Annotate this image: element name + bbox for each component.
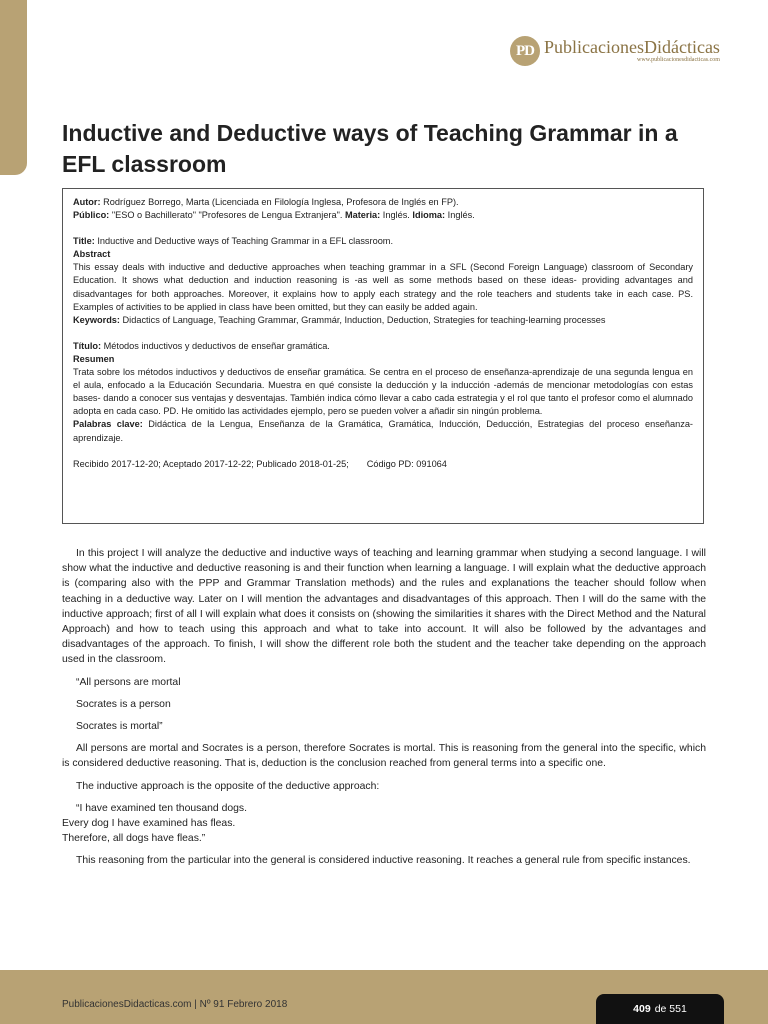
logo-text: [544, 38, 720, 64]
title-line: [73, 235, 693, 248]
titulo-value: Métodos inductivos y deductivos de enseñar gramática.: [103, 340, 330, 351]
title-value: Inductive and Deductive ways of Teaching Grammar in a EFL classroom.: [97, 236, 394, 247]
audience-value: "ESO o Bachillerato" "Profesores de Lengua Extranjera".: [111, 210, 343, 221]
dogs-quote-line-3: Therefore, all dogs have fleas.”: [62, 833, 206, 845]
publisher-logo: [510, 36, 720, 66]
titulo-label: Título:: [73, 340, 102, 351]
left-accent-tab: [0, 0, 27, 175]
language-label: Idioma:: [412, 210, 446, 221]
page-indicator: [596, 994, 724, 1024]
resumen-heading: Resumen: [73, 353, 115, 364]
paragraph-inductive: This reasoning from the particular into the general is considered inductive reasoning. It reaches a general rule from specific instances.: [76, 855, 691, 867]
article-body: [62, 546, 706, 876]
author-value: Rodríguez Borrego, Marta (Licenciada en Filología Inglesa, Profesora de Inglés en FP).: [103, 197, 459, 207]
dogs-quote-line-2: Every dog I have examined has fleas.: [62, 818, 236, 830]
quote-line-1: “All persons are mortal: [76, 676, 181, 688]
subject-label: Materia:: [344, 210, 381, 221]
dates-line: [73, 458, 693, 471]
language-value: Inglés.: [447, 210, 475, 221]
quote-line-2: Socrates is a person: [76, 698, 171, 710]
dogs-quote-line-1: “I have examined ten thousand dogs.: [76, 802, 247, 814]
audience-label: Público:: [73, 210, 110, 221]
resumen-text: Trata sobre los métodos inductivos y deductivos de enseñar gramática. Se centra en el proceso de enseñanza-aprendizaje de una segunda lengua en el aula, enfocado a la Educación Secundaria. Muestra en qué consiste la deducción y la inducción -además de mencionar metodologías con estas bases- dando a conocer sus ventajas y desventajas. También indica cómo llevar a cabo cada estrategia y el rol que tanto el profesor como el alumnado adopta en cada caso. PD. He omitido las actividades ejemplo, pero se pueden volver a añadir sin ningún problema.: [73, 367, 693, 417]
author-label: Autor:: [73, 197, 101, 207]
logo-mark: PD: [510, 36, 540, 66]
abstract-box: [62, 188, 704, 524]
paragraph-inductive-intro: The inductive approach is the opposite of the deductive approach:: [76, 780, 380, 792]
palabras-value: Didáctica de la Lengua, Enseñanza de la Gramática, Gramática, Inducción, Deducción, Estrategias del proceso enseñanza-aprendizaje.: [73, 419, 693, 443]
publication-dates: Recibido 2017-12-20; Aceptado 2017-12-22; Publicado 2018-01-25;: [73, 458, 349, 469]
keywords-label: Keywords:: [73, 314, 120, 325]
footer-publication: PublicacionesDidacticas.com | Nº 91 Febrero 2018: [62, 999, 288, 1010]
logo-url: www.publicacionesdidacticas.com: [637, 57, 720, 63]
keywords-value: Didactics of Language, Teaching Grammar, Grammár, Induction, Deduction, Strategies for teaching-learning processes: [122, 314, 606, 325]
pd-code: Código PD: 091064: [366, 458, 447, 469]
palabras-line: [73, 418, 693, 444]
palabras-label: Palabras clave:: [73, 419, 143, 430]
author-line: [73, 196, 693, 209]
page-total: de 551: [654, 1003, 687, 1015]
abstract-heading: Abstract: [73, 249, 111, 260]
keywords-line: [73, 314, 693, 327]
paragraph-deductive: All persons are mortal and Socrates is a person, therefore Socrates is mortal. This is reasoning from the general into the specific, which is considered deductive reasoning. That is, deduction is the conclusion reached from general terms into a specific one.: [62, 743, 706, 770]
article-title: Inductive and Deductive ways of Teaching Grammar in a EFL classroom: [62, 120, 678, 177]
subject-value: Inglés.: [382, 210, 410, 221]
abstract-text: This essay deals with inductive and deductive approaches when teaching grammar in a SFL (Second Foreign Language) classroom of Secondary Education. It shows what deduction and induction reasoning is -as well as some methods based on these ideas- providing advantages and disadvantages for both approaches. Moreover, it explains how to apply each strategy and the role teachers and students take in each case. PS. Examples of activities to be applied in class have been omitted, but they can easily be added again.: [73, 262, 693, 312]
titulo-line: [73, 340, 693, 353]
audience-line: [73, 209, 693, 222]
quote-line-3: Socrates is mortal”: [76, 721, 163, 733]
logo-name: PublicacionesDidácticas: [544, 37, 720, 57]
paragraph-intro: In this project I will analyze the deductive and inductive ways of teaching and learning grammar when studying a second language. I will show what the inductive and deductive reasoning is and their function when learning a language. I will explain what the deductive approach is (comparing also with the PPP and Grammar Translation methods) and the rules and explanations the teacher should follow when teaching in a deductive way. Later on I will mention the advantages and disadvantages of this approach. Then I will do the same with the inductive approach; first of all I will explain what does it consists on (showing the similarities it shares with the Direct Method and the Natural Approach) and how to teach using this approach and what to take into account. It will also be followed by the advantages and disadvantages of the approach. To finish, I will show the different role both the student and the teacher take depending on the approach used in the classroom.: [62, 548, 706, 666]
page-number: 409: [633, 1003, 651, 1015]
title-label: Title:: [73, 236, 95, 247]
